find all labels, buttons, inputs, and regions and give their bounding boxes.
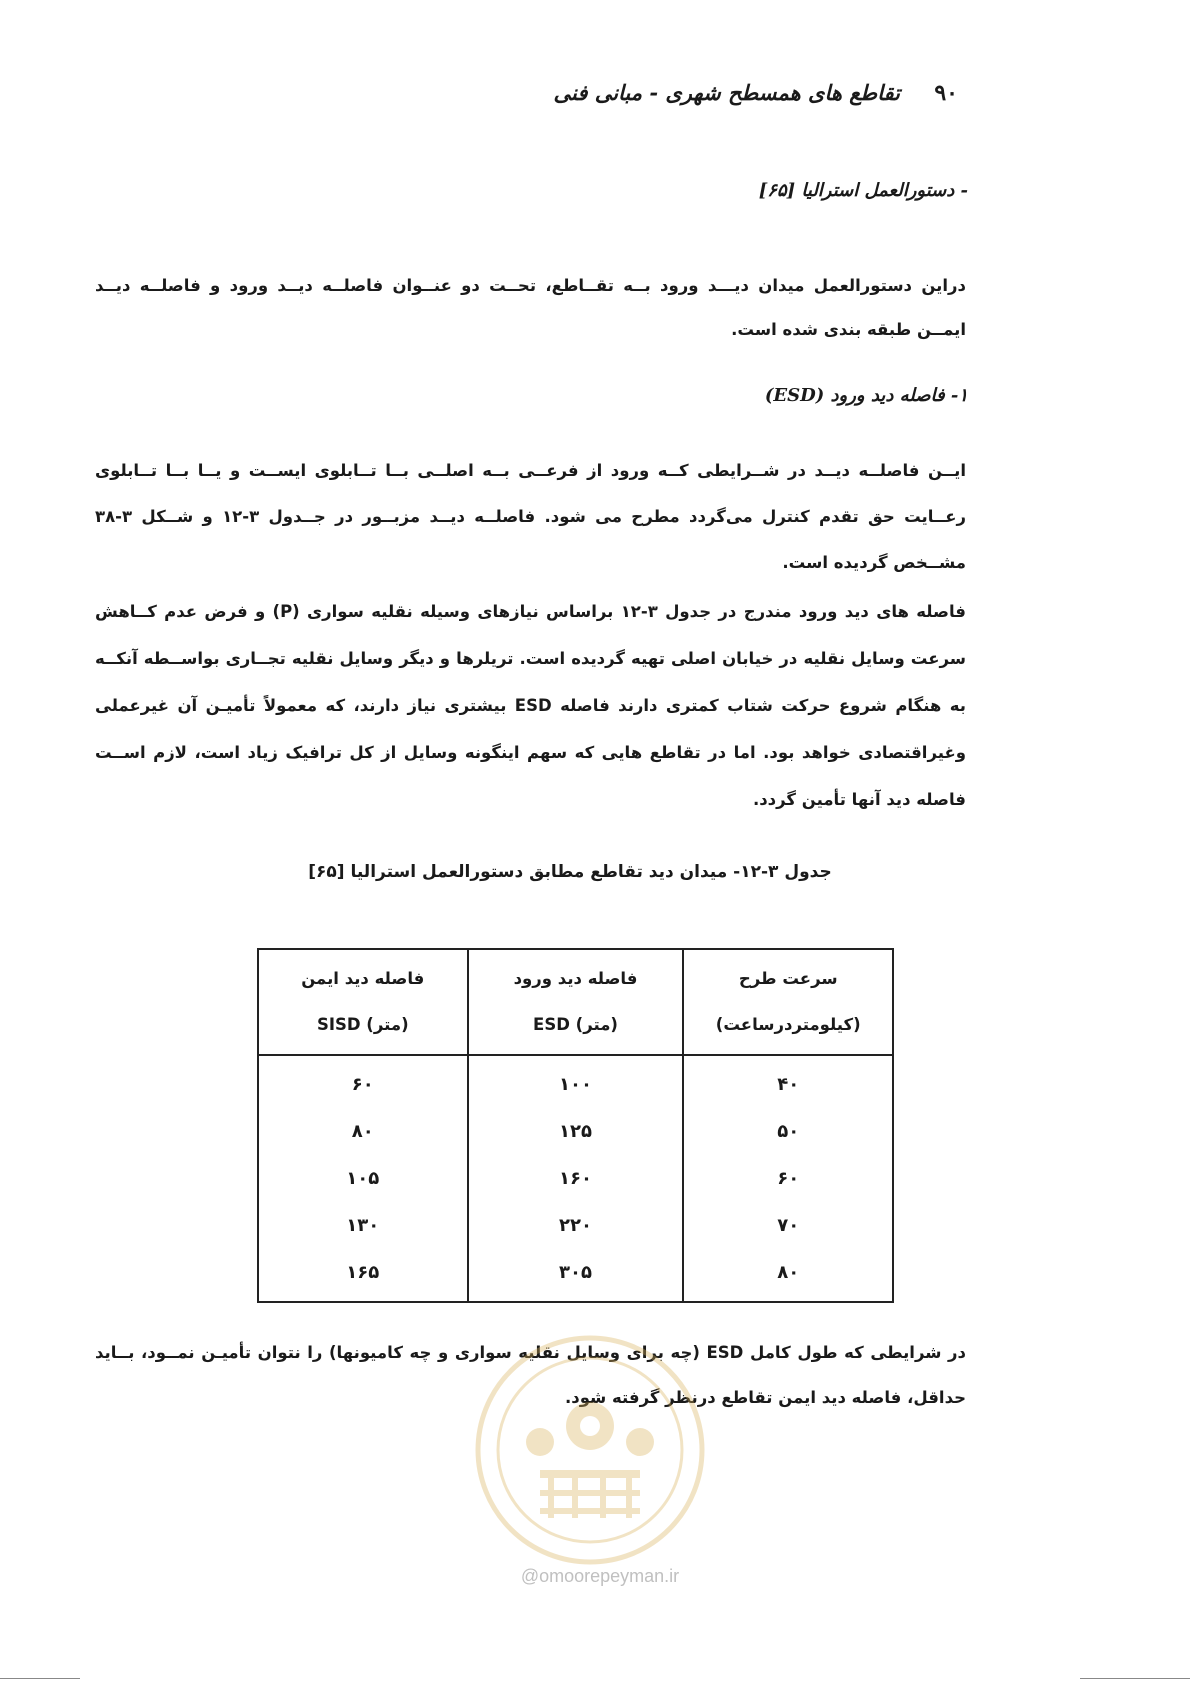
cell-sisd: ۶۰: [258, 1055, 468, 1108]
table-row: [258, 1108, 893, 1155]
table-row: [258, 1155, 893, 1202]
closing-paragraph: در شرایطی که طول کامل ESD (چه برای وسایل نقلیه سواری و چه کامیونها) را نتوان تأمیـن نمــود، بــاید حداقل، فاصله دید ایمن تقاطع درنظر گرفته شود.: [95, 1343, 966, 1407]
header-entering-sight-distance: [468, 949, 684, 1055]
header-sisd-unit: (متر) SISD: [316, 1015, 409, 1034]
cell-sisd: ۸۰: [258, 1108, 468, 1155]
scan-edge-line: [0, 1678, 80, 1679]
table-row: [258, 1055, 893, 1108]
running-header-title: تقاطع های همسطح شهری - مبانی فنی: [553, 80, 900, 105]
cell-sisd: ۱۶۵: [258, 1249, 468, 1302]
cell-speed: ۶۰: [683, 1155, 893, 1202]
cell-esd: ۱۲۵: [468, 1108, 684, 1155]
header-esd-unit: (متر) ESD: [533, 1015, 618, 1034]
table-header-row: [258, 949, 893, 1055]
cell-esd: ۲۲۰: [468, 1202, 684, 1249]
cell-sisd: ۱۰۵: [258, 1155, 468, 1202]
cell-sisd: ۱۳۰: [258, 1202, 468, 1249]
cell-esd: ۱۶۰: [468, 1155, 684, 1202]
watermark-url: @omoorepeyman.ir: [520, 1566, 680, 1586]
page-number: ۹۰: [934, 80, 958, 106]
header-sisd-title: فاصله دید ایمن: [301, 969, 425, 988]
scan-edge-line: [1080, 1678, 1190, 1679]
cell-speed: ۷۰: [683, 1202, 893, 1249]
cell-esd: ۳۰۵: [468, 1249, 684, 1302]
header-design-speed-unit: (کیلومتردرساعت): [715, 1015, 861, 1034]
header-esd-title: فاصله دید ورود: [513, 969, 638, 988]
cell-esd: ۱۰۰: [468, 1055, 684, 1108]
header-safe-sight-distance: [258, 949, 468, 1055]
watermark-seal-icon: [470, 1330, 710, 1570]
header-design-speed: [683, 949, 893, 1055]
header-design-speed-title: سرعت طرح: [738, 969, 838, 988]
esd-paragraph-2: فاصله های دید ورود مندرج در جدول ۳-۱۲ براساس نیازهای وسیله نقلیه سواری (P) و فرض عدم کــاهش سرعت وسایل نقلیه در خیابان اصلی تهیه گردیده است. تریلرها و دیگر وسایل نقلیه تجــاری بواســطه آنکــه به هنگام شروع حرکت شتاب کمتری دارند فاصله ESD بیشتری نیاز دارند، که معمولاً تأمیـن آن غیرعملی وغیراقتصادی خواهد بود. اما در تقاطع هایی که سهم اینگونه وسایل از کل ترافیک زیاد است، لازم اســت فاصله دید آنها تأمین گردد.: [95, 602, 966, 809]
cell-speed: ۸۰: [683, 1249, 893, 1302]
cell-speed: ۵۰: [683, 1108, 893, 1155]
cell-speed: ۴۰: [683, 1055, 893, 1108]
table-caption: جدول ۳-۱۲- میدان دید تقاطع مطابق دستورالعمل استرالیا [۶۵]: [308, 862, 832, 882]
table-row: [258, 1202, 893, 1249]
esd-subheading: ۱- فاصله دید ورود (ESD): [764, 385, 968, 406]
sight-distance-table: [257, 948, 894, 1303]
esd-paragraph-1: ایــن فاصلــه دیــد در شــرایطی کــه ورود از فرعــی بــه اصلــی بــا تــابلوی ایســت و یــا بــا تــابلوی رعــایت حق تقدم کنترل می‌گردد مطرح می شود. فاصلــه دیــد مزبــور در جــدول ۳-۱۲ و شــکل ۳-۳۸ مشــخص گردیده است.: [95, 461, 966, 572]
section-heading: - دستورالعمل استرالیا [۶۵]: [758, 180, 968, 201]
intro-paragraph: دراین دستورالعمل میدان دیـــد ورود بــه تقــاطع، تحــت دو عنــوان فاصلــه دیــد ورود و فاصلــه دیــد ایمــن طبقه بندی شده است.: [95, 276, 966, 339]
table-row: [258, 1249, 893, 1302]
